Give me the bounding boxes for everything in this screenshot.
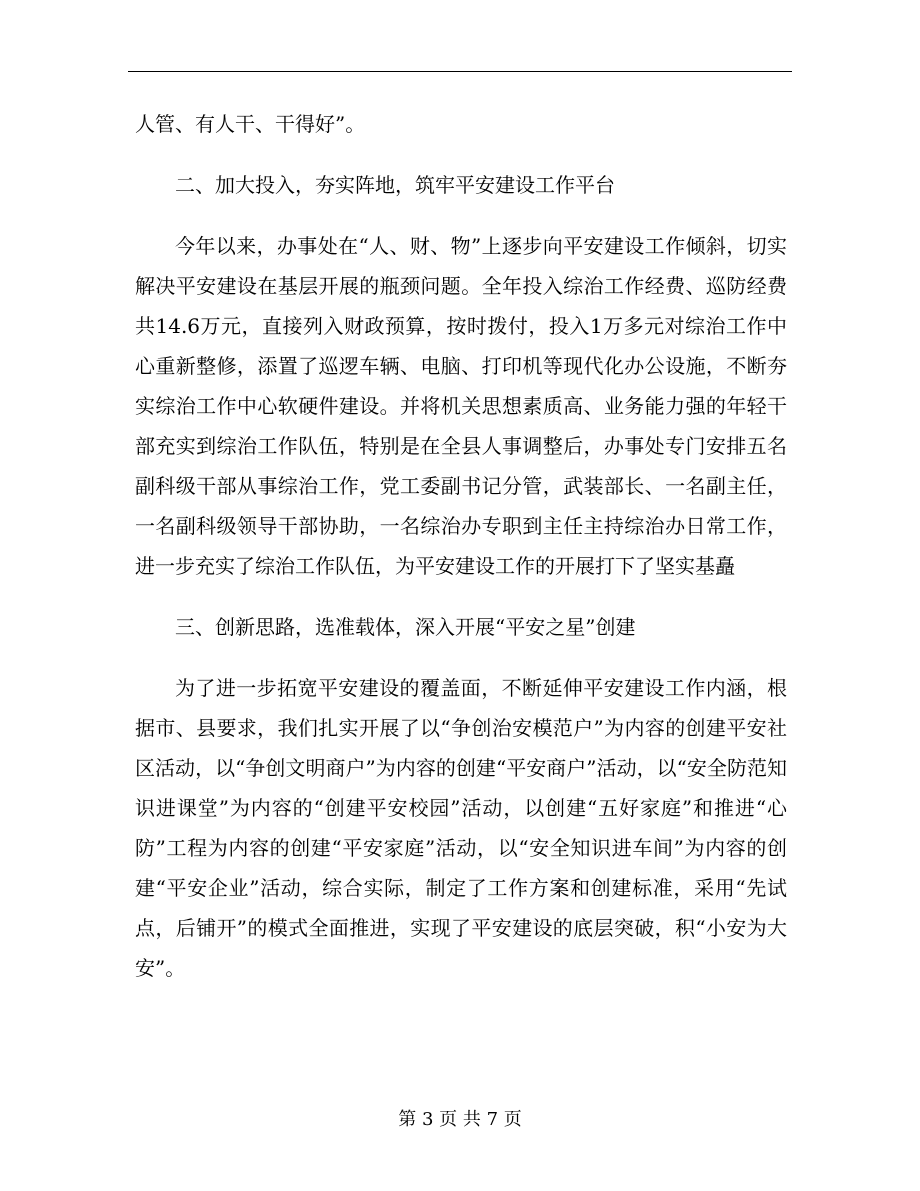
section-heading-2: 二、加大投入，夯实阵地，筑牢平安建设工作平台 bbox=[175, 173, 615, 197]
page-number-footer: 第 3 页 共 7 页 bbox=[398, 1109, 522, 1130]
header-rule bbox=[128, 71, 792, 72]
document-body bbox=[135, 104, 787, 988]
section-heading-3: 三、创新思路，选准载体，深入开展“平安之星”创建 bbox=[175, 615, 636, 639]
paragraph-safety-star: 为了进一步拓宽平安建设的覆盖面，不断延伸平安建设工作内涵，根据市、县要求，我们扎实开展了以“争创治安模范户”为内容的创建平安社区活动，以“争创文明商户”为内容的创建“平安商户”活动，以“安全防范知识进课堂”为内容的“创建平安校园”活动，以创建“五好家庭”和推进“心防”工程为内容的创建“平安家庭”活动，以“安全知识进车间”为内容的创建“平安企业”活动，综合实际，制定了工作方案和创建标准，采用“先试点，后铺开”的模式全面推进，实现了平安建设的底层突破，积“小安为大安”。 bbox=[135, 676, 787, 980]
paragraph-investment: 今年以来，办事处在“人、财、物”上逐步向平安建设工作倾斜，切实解决平安建设在基层开展的瓶颈问题。全年投入综治工作经费、巡防经费共14.6万元，直接列入财政预算，按时拨付，投入1万多元对综治工作中心重新整修，添置了巡逻车辆、电脑、打印机等现代化办公设施，不断夯实综治工作中心软硬件建设。并将机关思想素质高、业务能力强的年轻干部充实到综治工作队伍，特别是在全县人事调整后，办事处专门安排五名副科级干部从事综治工作，党工委副书记分管，武装部长、一名副主任，一名副科级领导干部协助，一名综治办专职到主任主持综治办日常工作，进一步充实了综治工作队伍，为平安建设工作的开展打下了坚实基矗 bbox=[135, 234, 787, 578]
paragraph-continuation: 人管、有人干、干得好”。 bbox=[135, 112, 366, 136]
